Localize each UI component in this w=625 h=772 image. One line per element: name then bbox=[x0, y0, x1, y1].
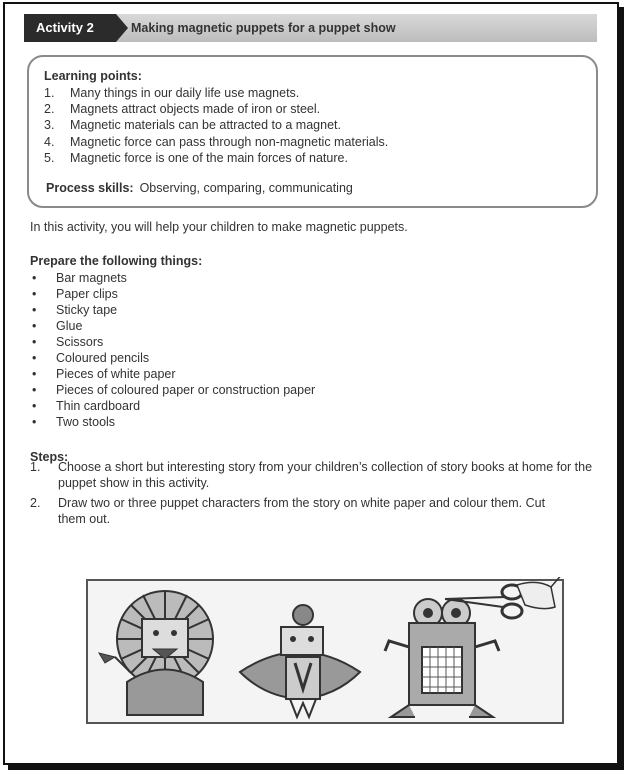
step-number: 1. bbox=[30, 460, 41, 474]
step-text: Draw two or three puppet characters from the story on white paper and colour them. Cut them out. bbox=[58, 496, 546, 526]
learning-point-text: Magnetic materials can be attracted to a magnet. bbox=[70, 118, 341, 133]
learning-point-item bbox=[44, 101, 388, 117]
learning-point-number: 2. bbox=[44, 102, 55, 117]
material-item: • Sticky tape bbox=[30, 302, 315, 318]
learning-point-number: 1. bbox=[44, 86, 55, 100]
learning-points-heading: Learning points: bbox=[44, 69, 142, 83]
learning-point-item bbox=[44, 85, 388, 101]
step-item bbox=[30, 495, 558, 527]
learning-point-number: 4. bbox=[44, 134, 55, 149]
activity-title: Making magnetic puppets for a puppet show bbox=[131, 21, 396, 35]
step-number: 2. bbox=[30, 496, 41, 510]
material-item: • Two stools bbox=[30, 414, 315, 430]
activity-label: Activity 2 bbox=[24, 14, 116, 42]
learning-point-text: Magnetic force can pass through non-magnetic materials. bbox=[70, 134, 389, 149]
steps-heading: Steps: bbox=[30, 450, 69, 464]
learning-point-item bbox=[44, 117, 388, 133]
material-item: • Scissors bbox=[30, 334, 315, 350]
learning-point-text: Many things in our daily life use magnets. bbox=[70, 86, 300, 100]
steps-list bbox=[30, 459, 605, 531]
learning-point-text: Magnetic force is one of the main forces of nature. bbox=[70, 150, 348, 165]
learning-point-item bbox=[44, 134, 388, 150]
puppets-illustration bbox=[85, 577, 565, 727]
process-skills-text: Observing, comparing, communicating bbox=[139, 181, 353, 195]
learning-point-item bbox=[44, 150, 388, 166]
material-item: • Glue bbox=[30, 318, 315, 334]
material-item: • Bar magnets bbox=[30, 270, 315, 286]
materials-list bbox=[30, 270, 315, 430]
process-skills-label: Process skills: bbox=[46, 181, 134, 195]
step-item bbox=[30, 459, 605, 491]
intro-paragraph: In this activity, you will help your children to make magnetic puppets. bbox=[30, 220, 408, 234]
process-skills bbox=[46, 181, 353, 195]
prepare-heading: Prepare the following things: bbox=[30, 254, 203, 268]
learning-point-number: 3. bbox=[44, 118, 55, 133]
step-text: Choose a short but interesting story from your children’s collection of story books at home for the puppet show in this activity. bbox=[58, 460, 593, 490]
material-item: • Pieces of coloured paper or construction paper bbox=[30, 382, 315, 398]
learning-points-list bbox=[44, 85, 388, 166]
material-item: • Paper clips bbox=[30, 286, 315, 302]
material-item: • Thin cardboard bbox=[30, 398, 315, 414]
material-item: • Coloured pencils bbox=[30, 350, 315, 366]
learning-point-text: Magnets attract objects made of iron or steel. bbox=[70, 102, 321, 117]
learning-point-number: 5. bbox=[44, 150, 55, 165]
material-item: • Pieces of white paper bbox=[30, 366, 315, 382]
